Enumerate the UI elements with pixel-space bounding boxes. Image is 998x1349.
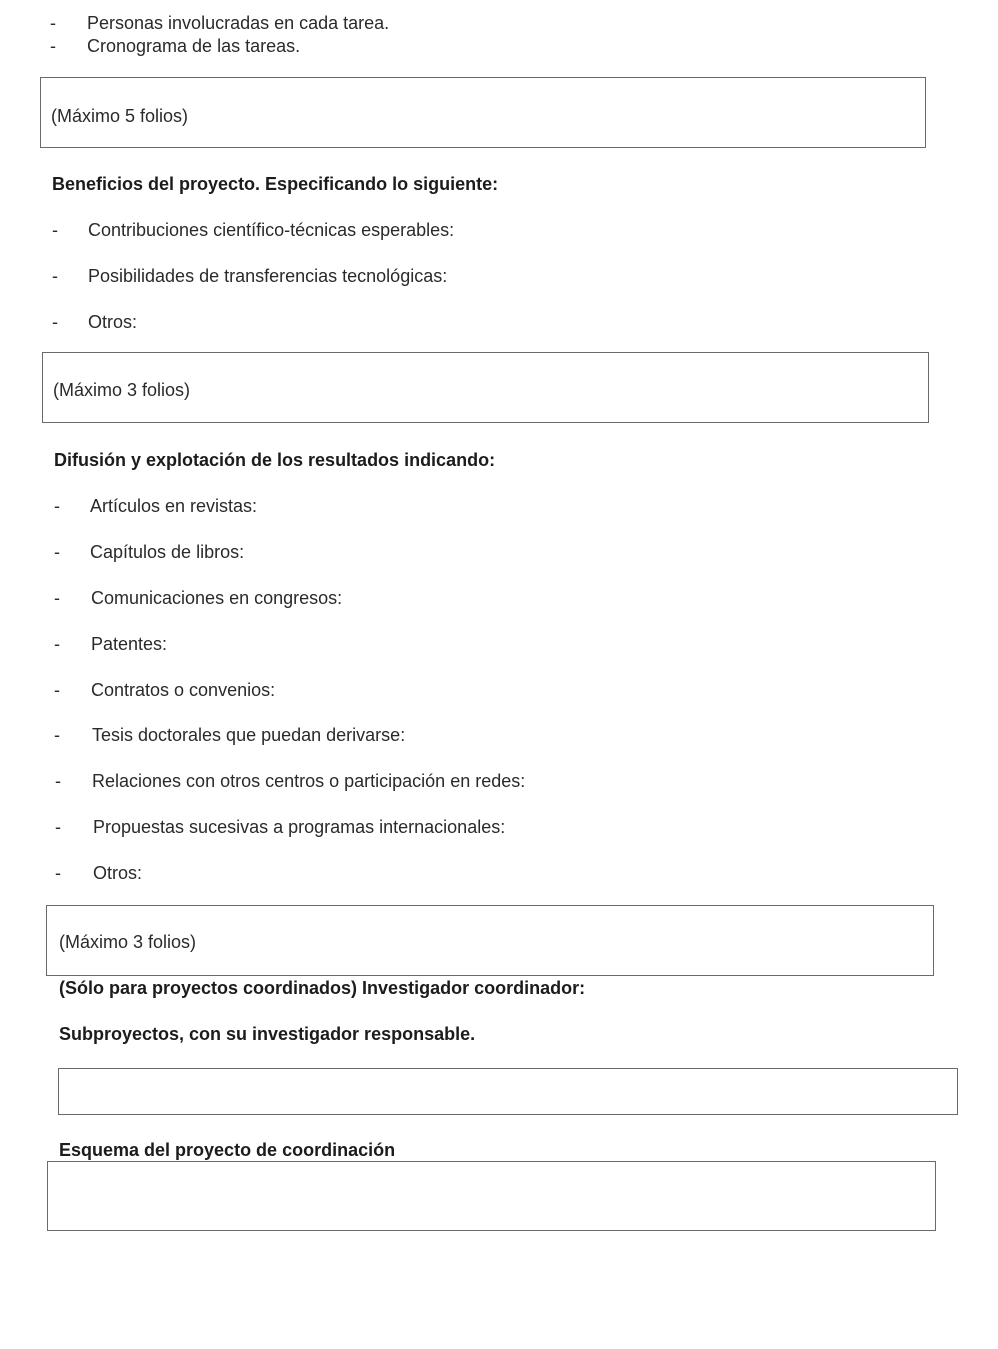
list-item-text: Cronograma de las tareas.	[87, 36, 301, 56]
bullet-dash: -	[55, 863, 61, 883]
list-item-text: Propuestas sucesivas a programas internacionales:	[93, 817, 506, 837]
list-item	[52, 311, 652, 333]
bullet-dash: -	[52, 312, 58, 332]
text-box-subprojects[interactable]	[58, 1068, 958, 1115]
list-item	[55, 816, 655, 838]
text-box-dissemination[interactable]	[46, 905, 934, 976]
list-item-text: Contratos o convenios:	[91, 680, 276, 700]
list-item	[54, 495, 654, 517]
bullet-dash: -	[54, 680, 60, 700]
bullet-dash: -	[50, 13, 56, 33]
bullet-dash: -	[52, 220, 58, 240]
list-item	[54, 633, 654, 655]
list-item-text: Otros:	[88, 312, 138, 332]
bullet-dash: -	[55, 817, 61, 837]
list-item	[55, 770, 655, 792]
box-note: (Máximo 3 folios)	[59, 932, 197, 952]
box-note: (Máximo 5 folios)	[51, 106, 189, 126]
bullet-dash: -	[54, 725, 60, 745]
text-box-benefits[interactable]	[42, 352, 929, 423]
list-item	[54, 724, 654, 746]
text-box-plan[interactable]	[40, 77, 926, 148]
bullet-dash: -	[55, 771, 61, 791]
list-item	[54, 541, 654, 563]
list-item-text: Posibilidades de transferencias tecnológicas:	[88, 266, 448, 286]
list-item	[52, 219, 652, 241]
list-item-text: Comunicaciones en congresos:	[91, 588, 343, 608]
section-heading-subprojects: Subproyectos, con su investigador responsable.	[59, 1024, 476, 1044]
bullet-dash: -	[50, 36, 56, 56]
list-item-text: Capítulos de libros:	[90, 542, 245, 562]
list-item-text: Patentes:	[91, 634, 168, 654]
bullet-dash: -	[52, 266, 58, 286]
list-item	[55, 862, 655, 884]
box-note: (Máximo 3 folios)	[53, 380, 191, 400]
list-item	[54, 587, 654, 609]
list-item-text: Contribuciones científico-técnicas esperables:	[88, 220, 455, 240]
section-heading-benefits: Beneficios del proyecto. Especificando lo siguiente:	[52, 174, 499, 194]
list-item	[54, 679, 654, 701]
list-item-text: Otros:	[93, 863, 143, 883]
bullet-dash: -	[54, 496, 60, 516]
bullet-dash: -	[54, 542, 60, 562]
section-heading-scheme: Esquema del proyecto de coordinación	[59, 1140, 396, 1160]
list-item-text: Relaciones con otros centros o participación en redes:	[92, 771, 526, 791]
section-heading-dissemination: Difusión y explotación de los resultados indicando:	[54, 450, 496, 470]
list-item	[50, 35, 650, 57]
section-heading-coordinated: (Sólo para proyectos coordinados) Investigador coordinador:	[59, 978, 586, 998]
bullet-dash: -	[54, 634, 60, 654]
bullet-dash: -	[54, 588, 60, 608]
list-item-text: Personas involucradas en cada tarea.	[87, 13, 390, 33]
list-item-text: Artículos en revistas:	[90, 496, 258, 516]
text-box-scheme[interactable]	[47, 1161, 936, 1231]
list-item	[50, 12, 650, 34]
list-item-text: Tesis doctorales que puedan derivarse:	[92, 725, 406, 745]
list-item	[52, 265, 652, 287]
